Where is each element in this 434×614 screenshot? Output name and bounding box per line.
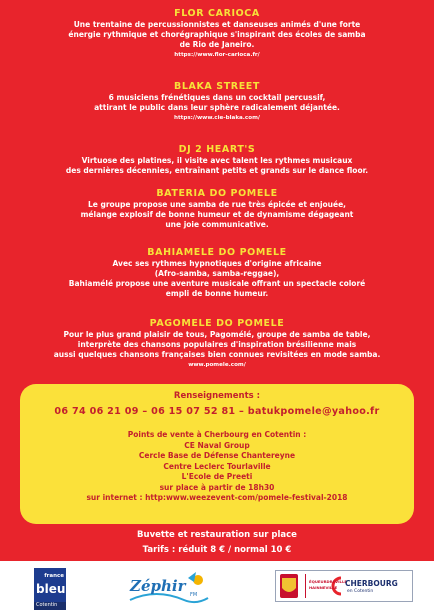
section-bahiamele-do-pomele — [0, 247, 434, 299]
sales-line: L'Ecole de Preeti — [181, 472, 253, 481]
tarifs-text: Tarifs : réduit 8 € / normal 10 € — [142, 545, 292, 555]
section-line: Bahiamélé propose une aventure musicale offrant un spectacle coloré — [68, 279, 366, 288]
section-title: PAGOMELE DO POMELE — [149, 318, 285, 329]
france-bleu-main: bleu — [36, 582, 66, 596]
cherbourg-sub: en Cotentin — [347, 589, 374, 594]
buvette-text: Buvette et restauration sur place — [137, 530, 297, 540]
section-title: BAHIAMELE DO POMELE — [147, 247, 287, 258]
section-title: BATERIA DO POMELE — [156, 188, 278, 199]
cherbourg-logo — [275, 570, 413, 602]
france-bleu-sub: Cotentin — [36, 602, 58, 608]
section-line: une joie communicative. — [165, 220, 269, 229]
section-line: attirant le public dans leur sphère radicalement déjantée. — [94, 103, 340, 112]
section-line: des dernières décennies, entraînant petits et grands sur le dance floor. — [65, 166, 369, 175]
section-dj-2-hearts — [0, 144, 434, 176]
section-line: (Afro-samba, samba-reggae), — [154, 269, 280, 278]
cherbourg-main: CHERBOURG — [345, 579, 398, 588]
section-line: interprète des chansons populaires d'inspiration brésilienne mais — [77, 340, 357, 349]
section-title: FLOR CARIOCA — [174, 8, 260, 19]
section-line: Pour le plus grand plaisir de tous, Pagomélé, groupe de samba de table, — [63, 330, 371, 339]
section-line: Le groupe propose une samba de rue très épicée et enjouée, — [87, 200, 347, 209]
section-line: Avec ses rythmes hypnotiques d'origine africaine — [112, 259, 322, 268]
section-line: 6 musiciens frénétiques dans un cocktail percussif, — [108, 93, 326, 102]
cherbourg-small-1: ÉQUEURDREVILLE — [309, 579, 347, 584]
section-flor-carioca — [0, 8, 434, 59]
sponsor-logos — [0, 561, 434, 614]
info-box — [20, 384, 414, 524]
france-bleu-top: france — [44, 573, 64, 579]
sales-line: Cercle Base de Défense Chantereyne — [138, 451, 296, 460]
section-pagomele-do-pomele — [0, 318, 434, 369]
section-line: mélange explosif de bonne humeur et de dynamisme dégageant — [80, 210, 354, 219]
zephir-logo — [126, 570, 212, 610]
info-heading: Renseignements : — [173, 391, 261, 401]
info-contact[interactable]: 06 74 06 21 09 – 06 15 07 52 81 – batukpomele@yahoo.fr — [54, 406, 380, 417]
section-line: énergie rythmique et chorégraphique s'inspirant des écoles de samba — [68, 30, 366, 39]
france-bleu-logo — [34, 568, 66, 610]
section-title: DJ 2 HEART'S — [178, 144, 256, 155]
section-line: aussi quelques chansons françaises bien connues revisitées en mode samba. — [53, 350, 381, 359]
section-line: Une trentaine de percussionnistes et danseuses animés d'une forte — [73, 20, 361, 29]
section-url[interactable]: https://www.cie-blaka.com/ — [174, 115, 260, 121]
section-bateria-do-pomele — [0, 188, 434, 230]
section-line: empli de bonne humeur. — [165, 289, 269, 298]
section-blaka-street — [0, 81, 434, 122]
section-url[interactable]: www.pomele.com/ — [188, 362, 246, 368]
sales-points — [20, 430, 414, 504]
sales-line: Centre Leclerc Tourlaville — [163, 461, 271, 471]
section-title: BLAKA STREET — [174, 81, 260, 92]
sales-line: sur place à partir de 18h30 — [159, 482, 275, 492]
sales-line: Points de vente à Cherbourg en Cotentin : — [127, 430, 307, 439]
sales-line[interactable]: sur internet : http:www.weezevent-com/pomele-festival-2018 — [86, 493, 348, 502]
section-url[interactable]: https://www.flor-carioca.fr/ — [174, 52, 260, 58]
section-line: Virtuose des platines, il visite avec talent les rythmes musicaux — [81, 156, 353, 165]
cherbourg-small-2: HAINNEVILLE — [309, 585, 338, 590]
sales-line: CE Naval Group — [184, 440, 250, 450]
zephir-main: Zéphir — [130, 577, 186, 595]
section-line: de Rio de Janeiro. — [179, 40, 255, 49]
zephir-sub: FM — [190, 592, 198, 598]
